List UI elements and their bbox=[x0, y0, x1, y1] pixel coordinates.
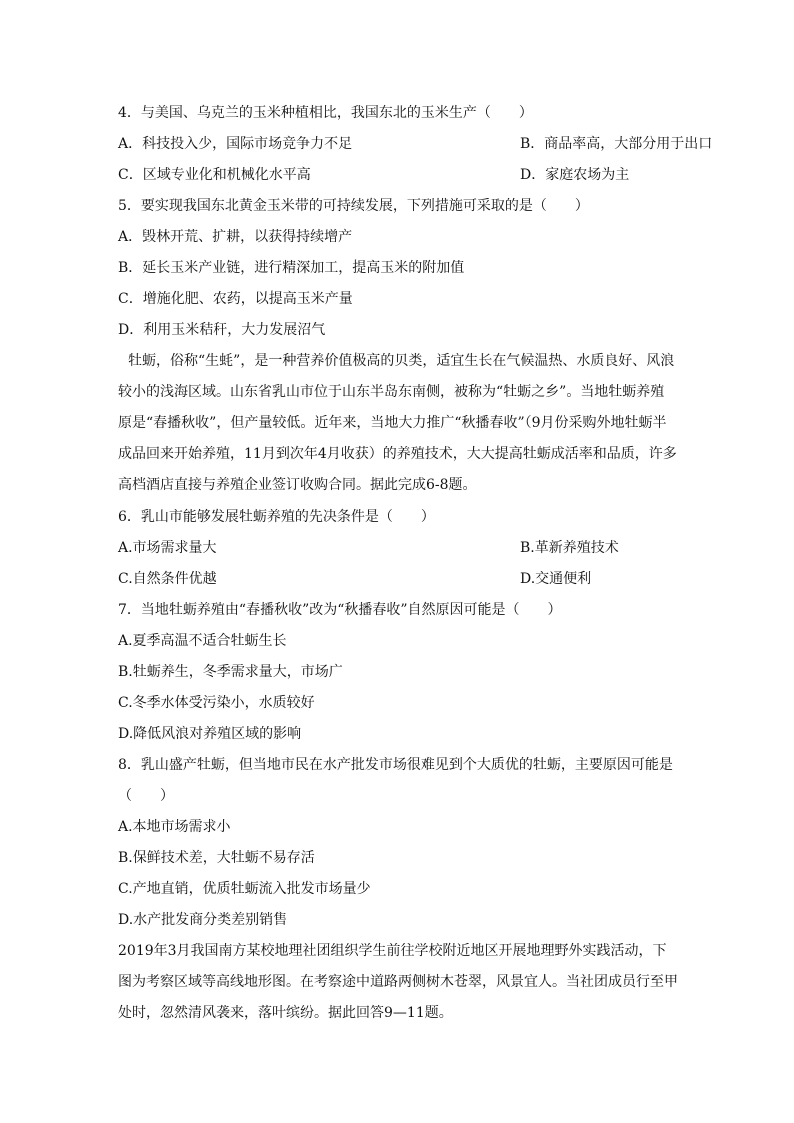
question-4-options-row2 bbox=[118, 165, 630, 185]
question-8-option-d: D.水产批发商分类差别销售 bbox=[118, 912, 288, 928]
question-4-option-b: B．商品率高，大部分用于出口 bbox=[520, 136, 713, 152]
question-5-option-a: A．毁林开荒、扩耕，以获得持续增产 bbox=[118, 229, 353, 245]
question-5-stem: 5．要实现我国东北黄金玉米带的可持续发展，下列措施可采取的是（ ） bbox=[118, 198, 589, 214]
question-8-option-b: B.保鲜技术差，大牡蛎不易存活 bbox=[118, 850, 315, 866]
question-8-stem: 8．乳山盛产牡蛎，但当地市民在水产批发市场很难见到个大质优的牡蛎，主要原因可能是 bbox=[118, 757, 673, 773]
question-6-options-row2 bbox=[118, 569, 592, 589]
question-6-option-c: C.自然条件优越 bbox=[118, 571, 217, 587]
question-5-option-d: D．利用玉米秸秆，大力发展沼气 bbox=[118, 322, 326, 338]
question-7-option-a: A.夏季高温不适合牡蛎生长 bbox=[118, 633, 287, 649]
question-4-stem: 4．与美国、乌克兰的玉米种植相比，我国东北的玉米生产（ ） bbox=[118, 105, 533, 121]
question-6-option-d: D.交通便利 bbox=[520, 571, 592, 587]
question-7-option-c: C.冬季水体受污染小，水质较好 bbox=[118, 695, 315, 711]
question-4-option-d: D．家庭农场为主 bbox=[520, 167, 630, 183]
question-6-options-row1 bbox=[118, 538, 619, 558]
question-8-option-a: A.本地市场需求小 bbox=[118, 819, 231, 835]
question-4-option-c: C．区域专业化和机械化水平高 bbox=[118, 167, 311, 183]
question-8-option-c: C.产地直销，优质牡蛎流入批发市场量少 bbox=[118, 881, 371, 897]
question-7-stem: 7．当地牡蛎养殖由“春播秋收”改为“秋播春收”自然原因可能是（ ） bbox=[118, 602, 562, 618]
question-8-stem-blank: （ ） bbox=[118, 788, 174, 804]
oyster-passage: 牡蛎，俗称“生蚝”，是一种营养价值极高的贝类，适宜生长在气候温热、水质良好、风浪较小的浅海区域。山东省乳山市位于山东半岛东南侧，被称为“牡蛎之乡”。当地牡蛎养殖原是“春播秋收”，但产量较低。近年来，当地大力推广“秋播春收”（9月份采购外地牡蛎半成品回来开始养殖，11月到次年4月收获）的养殖技术，大大提高牡蛎成活率和品质，许多高档酒店直接与养殖企业签订收购合同。据此完成6-8题。 bbox=[118, 353, 677, 493]
question-4-option-a: A．科技投入少，国际市场竞争力不足 bbox=[118, 136, 353, 152]
question-7-option-d: D.降低风浪对养殖区域的影响 bbox=[118, 726, 302, 742]
question-4-options-row1 bbox=[118, 134, 713, 154]
field-trip-passage: 2019年3月我国南方某校地理社团组织学生前往学校附近地区开展地理野外实践活动，下图为考察区域等高线地形图。在考察途中道路两侧树木苍翠，风景宜人。当社团成员行至甲处时，忽然清风袭来，落叶缤纷。据此回答9—11题。 bbox=[118, 943, 678, 1021]
question-6-option-b: B.革新养殖技术 bbox=[520, 540, 619, 556]
question-5-option-c: C．增施化肥、农药，以提高玉米产量 bbox=[118, 291, 353, 307]
question-6-option-a: A.市场需求量大 bbox=[118, 540, 217, 556]
question-6-stem: 6．乳山市能够发展牡蛎养殖的先决条件是（ ） bbox=[118, 509, 435, 525]
question-5-option-b: B．延长玉米产业链，进行精深加工，提高玉米的附加值 bbox=[118, 260, 465, 276]
question-7-option-b: B.牡蛎养生，冬季需求量大，市场广 bbox=[118, 664, 343, 680]
